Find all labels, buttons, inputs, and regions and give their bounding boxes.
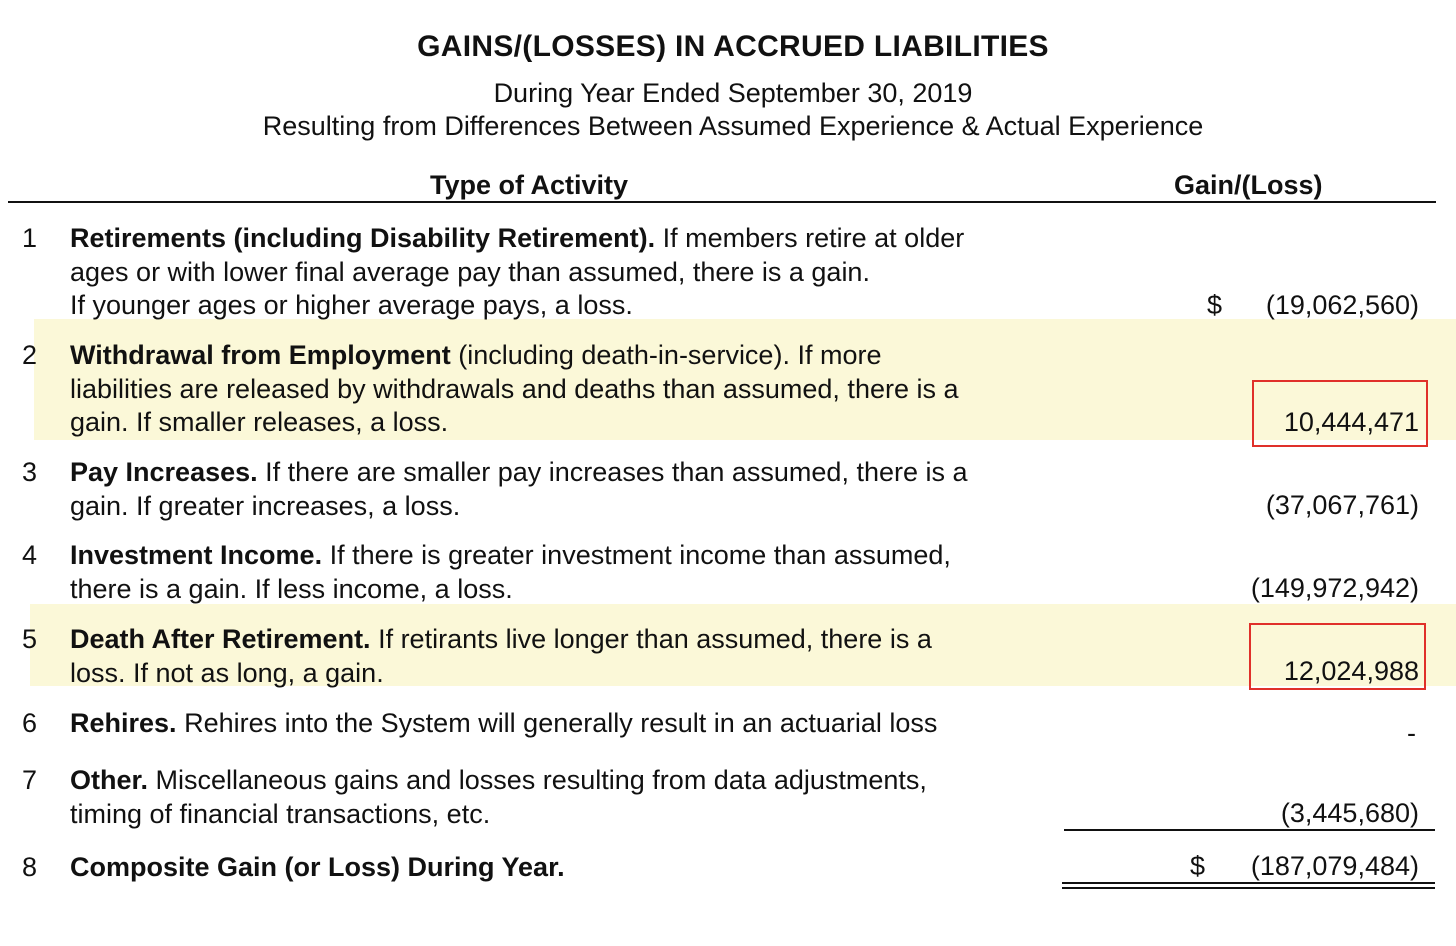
report-title: GAINS/(LOSSES) IN ACCRUED LIABILITIES: [417, 30, 1049, 63]
row-title: Rehires.: [70, 708, 177, 738]
row-desc-line: gain. If smaller releases, a loss.: [70, 407, 449, 437]
row-desc-line: Miscellaneous gains and losses resulting from data adjustments,: [148, 765, 927, 795]
row-number: 4: [22, 540, 38, 570]
row-description: [70, 707, 937, 741]
header-rule: [8, 201, 1436, 203]
row-description: [70, 222, 964, 323]
row-description: [70, 339, 959, 440]
row-desc-line: timing of financial transactions, etc.: [70, 798, 491, 829]
row-number: 5: [22, 624, 38, 654]
row-title: Death After Retirement.: [70, 624, 371, 654]
row-number: 7: [22, 765, 38, 795]
row-description: [70, 623, 932, 690]
row-number: 8: [22, 852, 38, 882]
row-desc-line: If younger ages or higher average pays, a loss.: [70, 290, 633, 320]
row-desc-line: If there is greater investment income than assumed,: [322, 540, 951, 570]
row-desc-line: If there are smaller pay increases than assumed, there is a: [257, 457, 968, 487]
total-double-rule-top: [1062, 882, 1435, 884]
row-desc-line: If retirants live longer than assumed, there is a: [370, 624, 932, 654]
row-desc-line: there is a gain. If less income, a loss.: [70, 573, 513, 604]
row-desc-line: Rehires into the System will generally result in an actuarial loss: [176, 708, 938, 738]
row-number: 2: [22, 340, 38, 370]
column-header-gain-loss: Gain/(Loss): [1174, 170, 1323, 200]
row-title: Other.: [70, 765, 149, 795]
row-description: [70, 851, 565, 885]
row-title: Withdrawal from Employment: [70, 340, 451, 370]
row-title: Investment Income.: [70, 540, 323, 570]
subtotal-rule: [1064, 829, 1435, 831]
row-amount: (187,079,484): [1250, 851, 1419, 881]
currency-symbol: $: [1190, 851, 1206, 881]
row-number: 1: [22, 223, 38, 253]
row-title: Pay Increases.: [70, 457, 258, 487]
report-subtitle-period: During Year Ended September 30, 2019: [493, 78, 973, 108]
row-description: [70, 456, 968, 523]
row-amount: -: [1407, 718, 1416, 748]
row-number: 3: [22, 457, 38, 487]
currency-symbol: $: [1207, 290, 1223, 320]
row-number: 6: [22, 708, 38, 738]
total-double-rule-bottom: [1062, 887, 1435, 889]
row-desc-line: loss. If not as long, a gain.: [70, 657, 384, 688]
row-title: Composite Gain (or Loss) During Year.: [70, 852, 565, 882]
row-title: Retirements (including Disability Retirement).: [70, 223, 656, 253]
column-header-activity: Type of Activity: [430, 170, 629, 200]
row-amount: (3,445,680): [1280, 798, 1419, 828]
row-desc-line: liabilities are released by withdrawals and deaths than assumed, there is a: [70, 373, 959, 404]
row-amount: (37,067,761): [1265, 490, 1419, 520]
row-description: [70, 764, 927, 831]
report-subtitle-basis: Resulting from Differences Between Assumed Experience & Actual Experience: [262, 111, 1204, 141]
row-description: [70, 539, 951, 606]
row-amount: 12,024,988: [1283, 656, 1419, 686]
row-desc-line: If members retire at older: [655, 223, 965, 253]
row-amount: (149,972,942): [1250, 573, 1419, 603]
row-desc-line: ages or with lower final average pay than assumed, there is a gain.: [70, 256, 870, 287]
row-desc-line: (including death-in-service). If more: [450, 340, 882, 370]
row-desc-line: gain. If greater increases, a loss.: [70, 490, 461, 521]
row-amount: 10,444,471: [1283, 407, 1419, 437]
row-amount: (19,062,560): [1265, 290, 1419, 320]
